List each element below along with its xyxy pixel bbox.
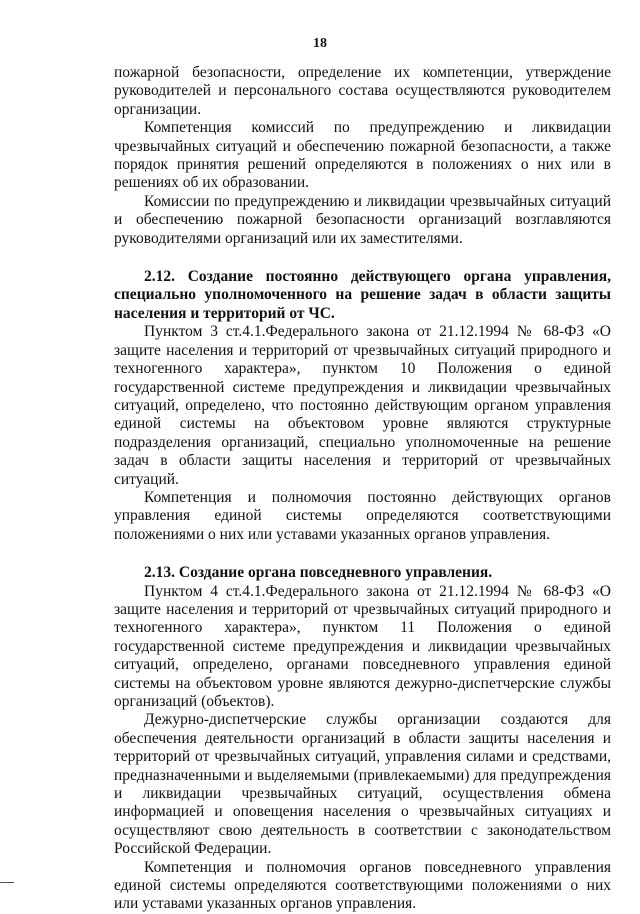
paragraph-fire-safety-commission-staff: пожарной безопасности, определение их компетенции, утверждение руководителей и персонального состава осуществляются руководителем организации. (114, 64, 611, 118)
section-heading-2-13: 2.13. Создание органа повседневного управления. (144, 564, 493, 582)
paragraph-permanent-body-competence: Компетенция и полномочия постоянно действующих органов управления единой системы определяются соответствующими положениями о них или уставами указанных органов управления. (114, 488, 611, 543)
page-number: 18 (313, 36, 327, 51)
paragraph-duty-dispatch-services: Дежурно-диспетчерские службы организации создаются для обеспечения деятельности организаций в области защиты населения и территорий от чрезвычайных ситуаций, управления силами и средствами, предназначенными и выделяемыми (привлекаемыми) для предупреждения и ликвидации чрезвычайных ситуаций, осуществления обмена информацией и оповещения населения о чрезвычайных ситуациях и осуществляют свою деятельность в соответствии с законодательством Российской Федерации. (114, 711, 611, 858)
document-body (114, 64, 611, 914)
paragraph-commission-competence: Компетенция комиссий по предупреждению и ликвидации чрезвычайных ситуаций и обеспечению пожарной безопасности, а также порядок принятия решений определяются в положениях о них или в решениях об их образовании. (114, 119, 611, 192)
paragraph-permanent-body-law: Пунктом 3 ст.4.1.Федерального закона от 21.12.1994 № 68-ФЗ «О защите населения и территорий от чрезвычайных ситуаций природного и техногенного характера», пунктом 10 Положения о единой государственной системе предупреждения и ликвидации чрезвычайных ситуаций, определено, что постоянно действующим органом управления единой системы на объектовом уровне являются структурные подразделения организаций, специально уполномоченные на решение задач в области защиты населения и территорий от чрезвычайных ситуаций. (114, 323, 611, 488)
paragraph-daily-management-competence: Компетенция и полномочия органов повседневного управления единой системы определяются соответствующими положениями о них или уставами указанных органов управления. (114, 858, 611, 913)
scan-edge-mark (0, 882, 14, 883)
section-heading-2-12: 2.12. Создание постоянно действующего органа управления, специально уполномоченного на решение задач в области защиты населения и территорий от ЧС. (114, 268, 611, 322)
paragraph-commission-heads: Комиссии по предупреждению и ликвидации чрезвычайных ситуаций и обеспечению пожарной безопасности организаций возглавляются руководителями организаций или их заместителями. (114, 192, 611, 247)
paragraph-daily-management-law: Пунктом 4 ст.4.1.Федерального закона от 21.12.1994 № 68-ФЗ «О защите населения и территорий от чрезвычайных ситуаций природного и техногенного характера», пунктом 11 Положения о единой государственной системе предупреждения и ликвидации чрезвычайных ситуаций, определено, органами повседневного управления единой системы на объектовом уровне являются дежурно-диспетчерские службы организаций (объектов). (114, 582, 611, 710)
